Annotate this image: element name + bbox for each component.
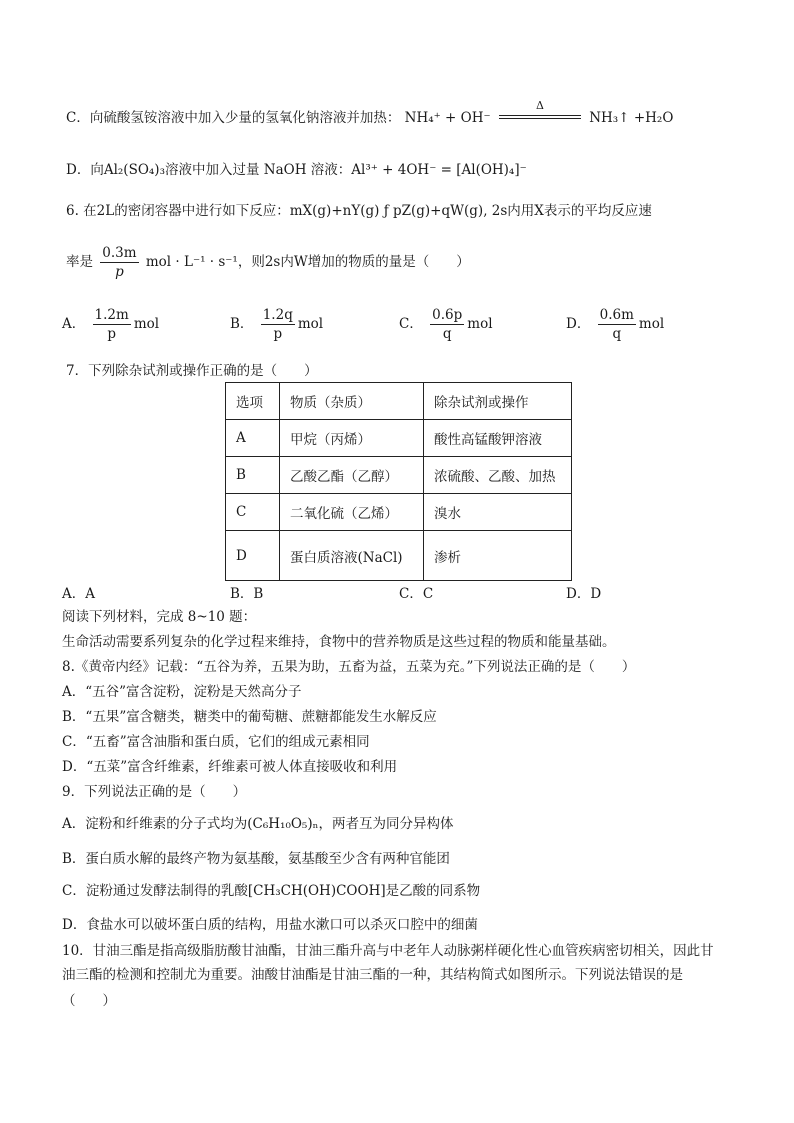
- q9-option-c: [62, 881, 480, 901]
- table-cell: 溴水: [424, 494, 572, 531]
- q5-d-mid: 溶液中加入过量 NaOH 溶液：: [164, 162, 352, 178]
- q10-stem-line2: 油三酯的检测和控制尤为重要。油酸甘油酯是甘油三酯的一种，其结构简式如图所示。下列说法错误的是: [62, 967, 683, 983]
- heat-condition: Δ: [535, 98, 544, 112]
- numerator: 0.6p: [432, 307, 463, 323]
- unit: mol: [467, 316, 493, 332]
- q5-d-compound: Al₂(SO₄)₃: [103, 162, 165, 178]
- q9-a-prefix: A．淀粉和纤维素的分子式均为: [62, 816, 248, 832]
- q6-line2-suffix: mol · L⁻¹ · s⁻¹，则2s内W增加的物质的量是（ ）: [145, 254, 470, 270]
- q6-stem-line1: 6. 在2L的密闭容器中进行如下反应：mX(g)+nY(g) ƒ pZ(g)+qW(g), 2s内用X表示的平均反应速: [66, 203, 652, 219]
- table-cell: 二氧化硫（乙烯）: [280, 494, 424, 531]
- table-cell: 渗析: [424, 531, 572, 581]
- unit: mol: [638, 316, 665, 332]
- table-cell: B: [226, 457, 280, 494]
- q9-option-a: [62, 814, 453, 834]
- reading-intro: 阅读下列材料，完成 8~10 题：: [62, 609, 257, 625]
- table-cell: A: [226, 420, 280, 457]
- option-fraction: [598, 306, 636, 343]
- rate-denominator: p: [115, 264, 124, 280]
- q7-option-b: B．B: [230, 586, 264, 602]
- q8-option-b: B．“五果”富含糖类，糖类中的葡萄糖、蔗糖都能发生水解反应: [62, 709, 437, 725]
- q9-a-formula: (C₆H₁₀O₅)ₙ: [247, 816, 319, 832]
- table-cell: 浓硫酸、乙酸、加热: [424, 457, 572, 494]
- q7-option-c: C．C: [399, 586, 434, 602]
- table-header: 选项: [226, 383, 280, 420]
- q5-option-d: [66, 160, 527, 180]
- q10-stem-line1: 10．甘油三酯是指高级脂肪酸甘油酯，甘油三酯升高与中老年人动脉粥样硬化性心血管疾病密切相关，因此甘: [62, 943, 714, 959]
- table-header: 物质（杂质）: [280, 383, 424, 420]
- q6-stem-line2: [66, 244, 470, 281]
- option-letter: D．: [566, 316, 591, 332]
- option-letter: A．: [62, 316, 86, 332]
- table-cell: 乙酸乙酯（乙醇）: [280, 457, 424, 494]
- table-header: 除杂试剂或操作: [424, 383, 572, 420]
- numerator: 0.6m: [599, 307, 634, 323]
- q10-stem-line3: （ ）: [62, 993, 116, 1009]
- q9-c-prefix: C．淀粉通过发酵法制得的乳酸: [62, 883, 248, 899]
- numerator: 1.2m: [94, 307, 129, 323]
- reading-material: 生命活动需要系列复杂的化学过程来维持，食物中的营养物质是这些过程的物质和能量基础。: [62, 634, 616, 650]
- q6-line2-prefix: 率是: [66, 254, 93, 270]
- rate-fraction: [100, 244, 138, 281]
- denominator: q: [442, 326, 452, 342]
- table-cell: 甲烷（丙烯）: [280, 420, 424, 457]
- q6-option-c: [399, 306, 493, 343]
- heating-arrow: [499, 98, 581, 129]
- option-letter: C．: [399, 316, 423, 332]
- q9-c-suffix: 是乙酸的同系物: [385, 883, 481, 899]
- option-fraction: [93, 306, 131, 343]
- q6-option-d: [566, 306, 664, 343]
- denominator: q: [612, 326, 622, 342]
- denominator: p: [273, 326, 283, 342]
- q6-options: [62, 306, 762, 346]
- option-fraction: [261, 306, 295, 343]
- q5-c-eq-left: NH₄⁺ + OH⁻: [404, 110, 491, 126]
- q9-option-d: D．食盐水可以破坏蛋白质的结构，用盐水漱口可以杀灭口腔中的细菌: [62, 917, 478, 933]
- q5-c-eq-right: NH₃↑ +H₂O: [589, 110, 674, 126]
- numerator: 1.2q: [262, 307, 293, 323]
- q7-table: [225, 382, 572, 581]
- q8-stem: 8.《黄帝内经》记载：“五谷为养，五果为助，五畜为益，五菜为充。”下列说法正确的是（ ）: [62, 659, 636, 675]
- table-row: [226, 531, 572, 581]
- q5-c-text: C．向硫酸氢铵溶液中加入少量的氢氧化钠溶液并加热：: [66, 110, 401, 126]
- table-row: [226, 457, 572, 494]
- q6-option-a: [62, 306, 159, 343]
- option-fraction: [430, 306, 464, 343]
- q9-option-b: B．蛋白质水解的最终产物为氨基酸，氨基酸至少含有两种官能团: [62, 851, 450, 867]
- q6-option-b: [230, 306, 323, 343]
- table-row: [226, 420, 572, 457]
- q9-c-formula: [CH₃CH(OH)COOH]: [247, 883, 386, 899]
- q8-option-d: D．“五菜”富含纤维素，纤维素可被人体直接吸收和利用: [62, 759, 398, 775]
- unit: mol: [297, 316, 324, 332]
- unit: mol: [133, 316, 160, 332]
- q8-option-c: C．“五畜”富含油脂和蛋白质，它们的组成元素相同: [62, 734, 370, 750]
- q5-option-c: [66, 98, 674, 129]
- q5-d-eq: Al³⁺ + 4OH⁻ = [Al(OH)₄]⁻: [351, 162, 527, 178]
- table-cell: C: [226, 494, 280, 531]
- q9-stem: 9．下列说法正确的是（ ）: [62, 784, 247, 800]
- table-cell: D: [226, 531, 280, 581]
- q9-a-suffix: ，两者互为同分异构体: [318, 816, 454, 832]
- q8-option-a: A．“五谷”富含淀粉，淀粉是天然高分子: [62, 684, 302, 700]
- option-letter: B．: [230, 316, 254, 332]
- table-row: [226, 494, 572, 531]
- q7-option-d: D．D: [566, 586, 602, 602]
- table-header-row: [226, 383, 572, 420]
- q7-options: [62, 582, 762, 602]
- q7-stem: 7．下列除杂试剂或操作正确的是（ ）: [66, 363, 318, 379]
- table-cell: 蛋白质溶液(NaCl): [280, 531, 424, 581]
- table-cell: 酸性高锰酸钾溶液: [424, 420, 572, 457]
- q7-option-a: A．A: [62, 586, 95, 602]
- q5-d-prefix: D．向: [66, 162, 104, 178]
- denominator: p: [107, 326, 117, 342]
- rate-numerator: 0.3m: [102, 245, 137, 261]
